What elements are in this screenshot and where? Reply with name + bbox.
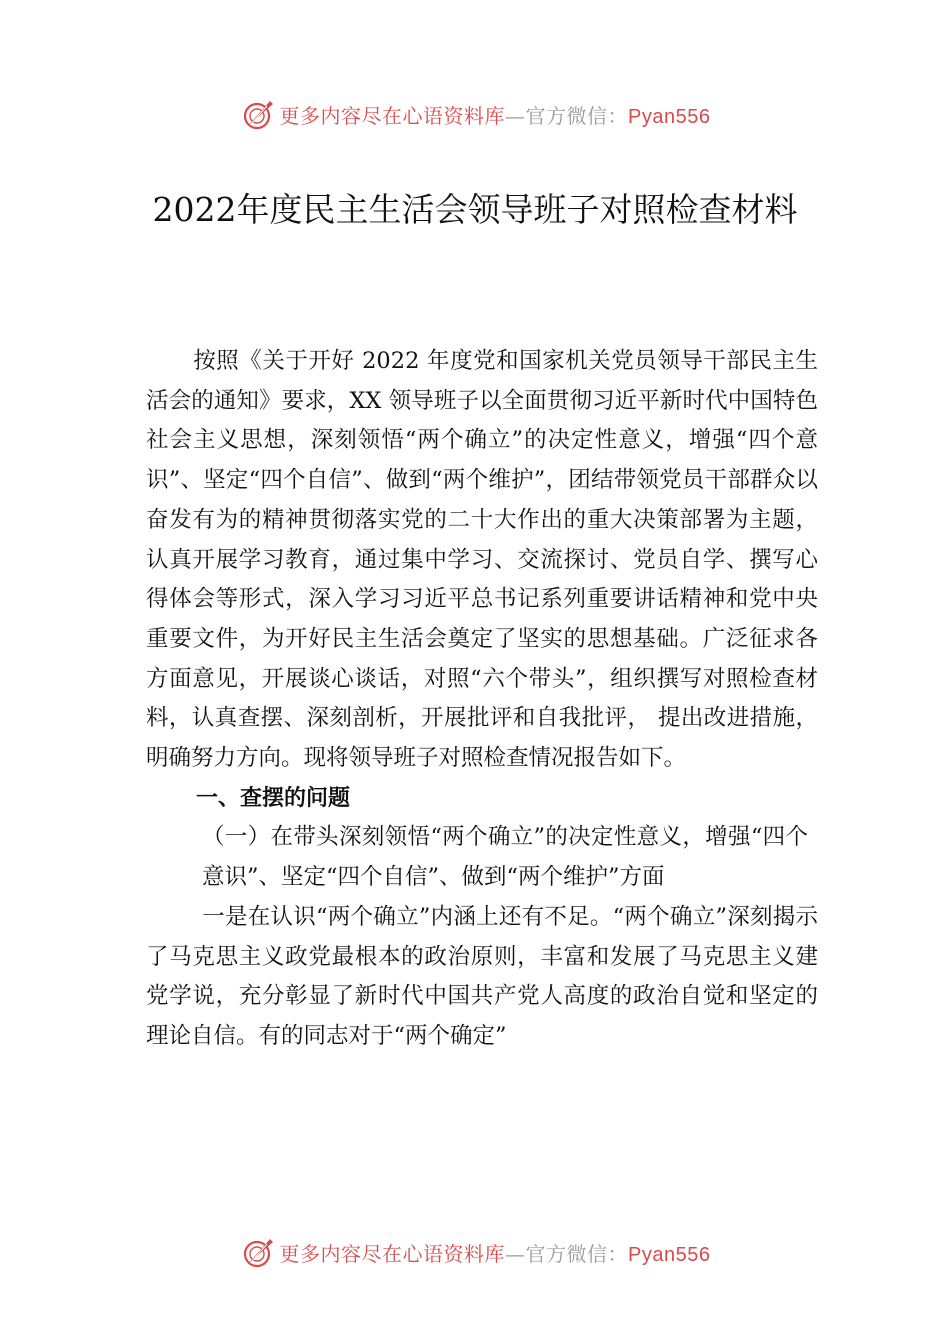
document-body: [146, 342, 818, 1057]
quill-logo-icon: [240, 96, 276, 132]
watermark-footer: [0, 1232, 950, 1272]
document-title: 2022年度民主生活会领导班子对照检查材料: [152, 190, 798, 229]
intro-paragraph: 按照《关于开好 2022 年度党和国家机关党员领导干部民主生活会的通知》要求，XX 领导班子以全面贯彻习近平新时代中国特色社会主义思想，深刻领悟“两个确立”的决定性意义，增强“四个意识”、坚定“四个自信”、做到“两个维护”，团结带领党员干部群众以奋发有为的精神贯彻落实党的二十大作出的重大决策部署为主题，认真开展学习教育，通过集中学习、交流探讨、党员自学、撰写心得体会等形式，深入学习习近平总书记系列重要讲话精神和党中央重要文件，为开好民主生活会奠定了坚实的思想基础。广泛征求各方面意见，开展谈心谈话，对照“六个带头”，组织撰写对照检查材料，认真查摆、深刻剖析，开展批评和自我批评， 提出改进措施，明确努力方向。现将领导班子对照检查情况报告如下。: [146, 348, 818, 772]
watermark-text: 更多内容尽在心语资料库—官方微信：Pyan556: [279, 103, 711, 128]
body-paragraph: 一是在认识“两个确立”内涵上还有不足。“两个确立”深刻揭示了马克思主义政党最根本的政治原则，丰富和发展了马克思主义建党学说，充分彰显了新时代中国共产党人高度的政治自觉和坚定的理论自信。有的同志对于“两个确定”: [146, 903, 818, 1049]
section-heading: 一、查摆的问题: [196, 785, 351, 811]
subsection-heading: （一）在带头深刻领悟“两个确立”的决定性意义，增强“四个意识”、坚定“四个自信”、做到“两个维护”方面: [202, 824, 808, 891]
watermark-text: 更多内容尽在心语资料库—官方微信：Pyan556: [279, 1241, 711, 1266]
watermark-header: [0, 94, 950, 134]
quill-logo-icon: [240, 1234, 276, 1270]
